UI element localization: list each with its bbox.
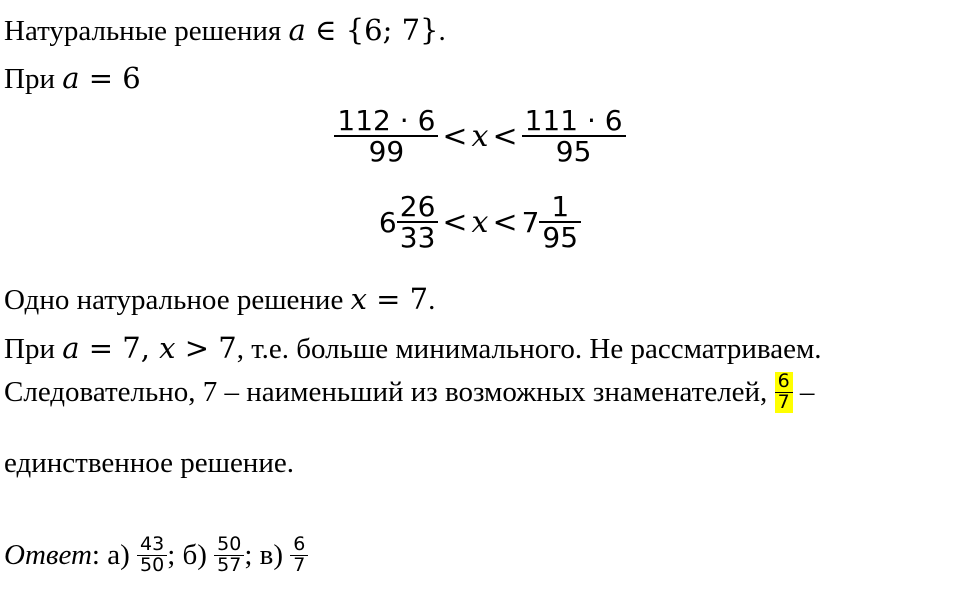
numerator: 112 · 6 — [337, 104, 436, 137]
fraction-left — [397, 192, 439, 253]
less-than: < — [442, 118, 468, 154]
whole-part: 7 — [521, 205, 540, 239]
fraction-left — [334, 106, 438, 167]
answer-fraction-a — [137, 535, 167, 576]
highlighted-fraction — [775, 372, 793, 413]
fraction-right — [522, 106, 626, 167]
equation: = 6 — [79, 61, 141, 95]
denominator: 7 — [777, 390, 790, 413]
var-x: x — [350, 282, 367, 316]
numerator: 111 · 6 — [524, 104, 623, 137]
text: Следовательно, 7 – наименьший из возможных знаменателей, — [4, 375, 775, 408]
denominator: 95 — [555, 135, 592, 169]
label-b: ; б) — [167, 538, 215, 571]
var-a: a — [62, 61, 80, 95]
less-than: < — [492, 204, 518, 240]
denominator: 7 — [293, 553, 306, 576]
var-x: x — [471, 204, 489, 240]
var-a: a — [62, 331, 80, 365]
denominator: 33 — [399, 221, 436, 255]
denominator: 57 — [217, 553, 242, 576]
colon: : — [91, 538, 100, 571]
line-case-a7 — [4, 331, 822, 365]
period: . — [438, 15, 446, 47]
var-a: a — [288, 13, 306, 47]
period: . — [428, 284, 436, 316]
line-natural-solutions — [4, 13, 446, 47]
answer-label: Ответ — [4, 538, 92, 571]
var-x: x — [159, 331, 176, 365]
inequality-2 — [0, 192, 960, 253]
dash: – — [792, 375, 815, 408]
numerator: 43 — [140, 533, 165, 555]
line-conclusion — [4, 372, 814, 413]
text: При — [4, 63, 63, 95]
numerator: 6 — [777, 370, 790, 392]
whole-part: 6 — [378, 205, 397, 239]
answer-line — [4, 535, 308, 576]
text: При — [4, 333, 63, 365]
inequality: > 7 — [175, 331, 237, 365]
numerator: 26 — [399, 190, 436, 223]
fraction-right — [539, 192, 581, 253]
answer-fraction-b — [214, 535, 244, 576]
denominator: 99 — [368, 135, 405, 169]
equation: = 7, — [79, 331, 160, 365]
label-a: а) — [99, 538, 137, 571]
set-expression: ∈ {6; 7} — [305, 13, 439, 47]
less-than: < — [442, 204, 468, 240]
inequality-1 — [0, 106, 960, 167]
var-x: x — [471, 118, 489, 154]
numerator: 1 — [551, 190, 570, 223]
answer-fraction-c — [290, 535, 308, 576]
equation: = 7 — [366, 282, 429, 316]
text: единственное решение. — [4, 447, 294, 479]
denominator: 95 — [542, 221, 579, 255]
less-than: < — [492, 118, 518, 154]
denominator: 50 — [140, 553, 165, 576]
text: , т.е. больше минимального. Не рассматриваем. — [236, 333, 822, 365]
text: Натуральные решения — [4, 15, 289, 47]
text: Одно натуральное решение — [4, 284, 351, 316]
label-c: ; в) — [244, 538, 291, 571]
line-unique-solution — [4, 449, 294, 478]
line-one-solution — [4, 282, 436, 316]
numerator: 6 — [293, 533, 306, 555]
line-case-a6 — [4, 61, 141, 95]
numerator: 50 — [217, 533, 242, 555]
